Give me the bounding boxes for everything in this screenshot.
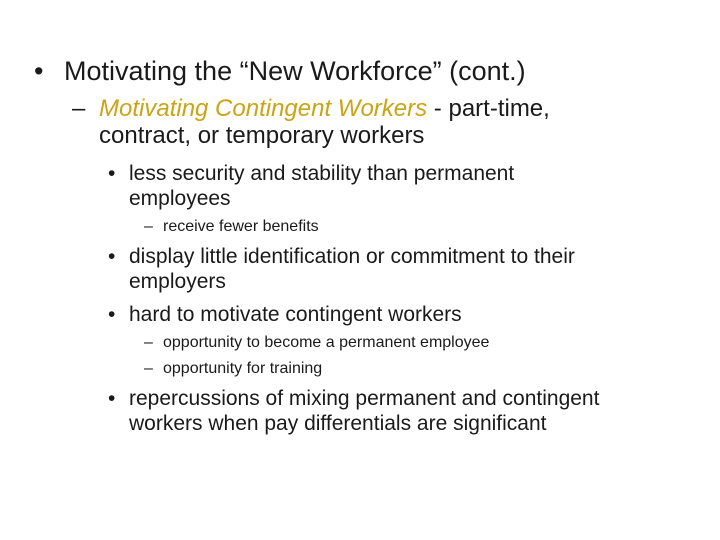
- bullet-dash: –: [144, 334, 153, 351]
- subtopic-rest: - part-time,: [427, 95, 550, 122]
- subtopic-line-1: [99, 95, 550, 123]
- subtopic-highlight: Motivating Contingent Workers: [99, 95, 428, 122]
- point-1-line-2: employees: [129, 187, 231, 210]
- bullet-dash: –: [72, 95, 86, 122]
- point-1-line-1: less security and stability than permanent: [129, 162, 515, 185]
- point-2-line-2: employers: [129, 270, 226, 293]
- subtopic-line-2: contract, or temporary workers: [99, 122, 425, 149]
- point-3-subpoint-2: opportunity for training: [163, 360, 323, 377]
- point-4-line-2: workers when pay differentials are significant: [129, 412, 547, 435]
- bullet-dash: –: [144, 218, 153, 235]
- bullet-dot: •: [34, 56, 44, 86]
- bullet-dot: •: [108, 303, 116, 326]
- point-1-subpoint-1: receive fewer benefits: [163, 218, 319, 235]
- point-2-line-1: display little identification or commitment to their: [129, 245, 575, 268]
- point-3-subpoint-1: opportunity to become a permanent employee: [163, 334, 490, 351]
- bullet-dot: •: [108, 387, 116, 410]
- bullet-dot: •: [108, 245, 116, 268]
- point-4-line-1: repercussions of mixing permanent and contingent: [129, 387, 600, 410]
- slide-heading: Motivating the “New Workforce” (cont.): [64, 56, 526, 86]
- bullet-dash: –: [144, 360, 153, 377]
- bullet-dot: •: [108, 162, 116, 185]
- point-3-line-1: hard to motivate contingent workers: [129, 303, 462, 326]
